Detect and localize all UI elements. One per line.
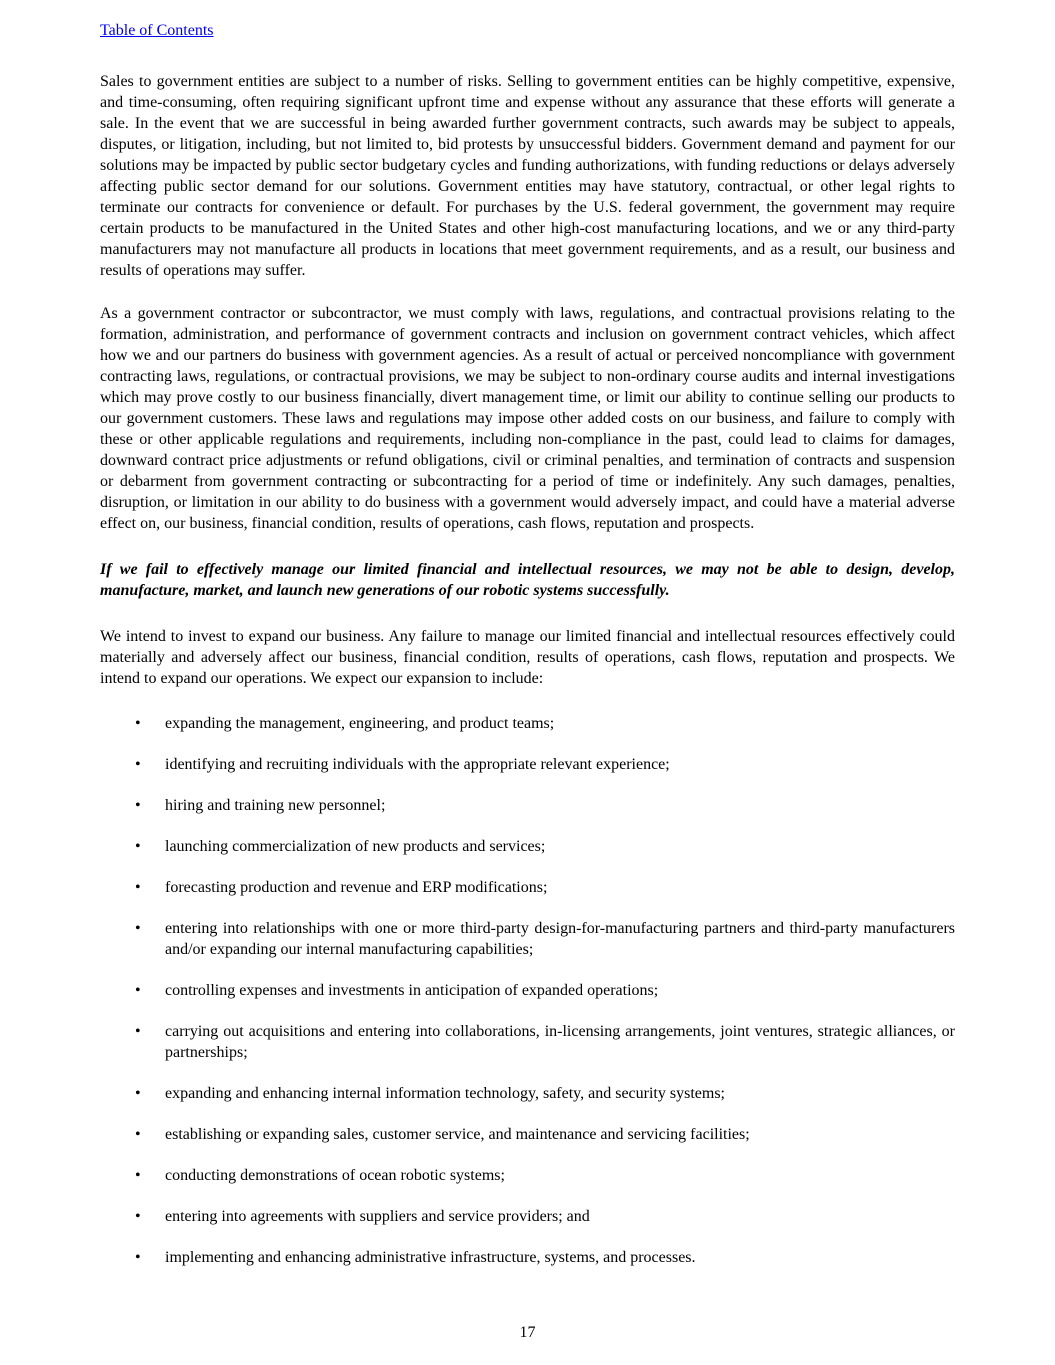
paragraph-government-contractor-compliance: As a government contractor or subcontractor, we must comply with laws, regulations, and contractual provisions relating to the formation, administration, and performance of government contracts and inclusion on government contract vehicles, which affect how we and our partners do business with government agencies. As a result of actual or perceived noncompliance with government contracting laws, regulations, or contractual provisions, we may be subject to non-ordinary course audits and internal investigations which may prove costly to our business financially, divert management time, or limit our ability to continue selling our products to our government customers. These laws and regulations may impose other added costs on our business, and failure to comply with these or other applicable regulations and requirements, including non-compliance in the past, could lead to claims for damages, downward contract price adjustments or refund obligations, civil or criminal penalties, and termination of contracts and suspension or debarment from government contracting or subcontracting for a period of time or indefinitely. Any such damages, penalties, disruption, or limitation in our ability to do business with a government would adversely impact, and could have a material adverse effect on, our business, financial condition, results of operations, cash flows, reputation and prospects. (100, 305, 955, 532)
list-item (135, 1165, 955, 1186)
bullet-icon: • (135, 756, 141, 773)
bullet-icon: • (135, 797, 141, 814)
list-item-text: controlling expenses and investments in anticipation of expanded operations; (165, 982, 659, 999)
bullet-icon: • (135, 1126, 141, 1143)
list-item-text: identifying and recruiting individuals with the appropriate relevant experience; (165, 756, 670, 773)
expansion-bullet-list (100, 713, 955, 1268)
bullet-icon: • (135, 1023, 141, 1040)
risk-factor-heading: If we fail to effectively manage our limited financial and intellectual resources, we may not be able to design, develop, manufacture, market, and launch new generations of our robotic systems successfully. (100, 561, 955, 599)
list-item-text: expanding and enhancing internal information technology, safety, and security systems; (165, 1085, 725, 1102)
list-item (135, 980, 955, 1001)
list-item (135, 918, 955, 960)
list-item-text: launching commercialization of new products and services; (165, 838, 546, 855)
list-item (135, 713, 955, 734)
list-item (135, 1206, 955, 1227)
list-item-text: hiring and training new personnel; (165, 797, 386, 814)
list-item-text: conducting demonstrations of ocean robotic systems; (165, 1167, 505, 1184)
list-item-text: entering into agreements with suppliers and service providers; and (165, 1208, 590, 1225)
bullet-icon: • (135, 1208, 141, 1225)
bullet-icon: • (135, 920, 141, 937)
bullet-icon: • (135, 715, 141, 732)
list-item-text: carrying out acquisitions and entering into collaborations, in-licensing arrangements, joint ventures, strategic alliances, or partnerships; (165, 1023, 955, 1061)
list-item (135, 836, 955, 857)
list-item (135, 1083, 955, 1104)
bullet-icon: • (135, 879, 141, 896)
list-item-text: expanding the management, engineering, and product teams; (165, 715, 555, 732)
list-item (135, 754, 955, 775)
list-item (135, 1021, 955, 1063)
bullet-icon: • (135, 1085, 141, 1102)
list-item-text: establishing or expanding sales, customer service, and maintenance and servicing facilities; (165, 1126, 750, 1143)
paragraph-expansion-intro: We intend to invest to expand our business. Any failure to manage our limited financial and intellectual resources effectively could materially and adversely affect our business, financial condition, results of operations, cash flows, reputation and prospects. We intend to expand our operations. We expect our expansion to include: (100, 628, 955, 687)
bullet-icon: • (135, 1167, 141, 1184)
paragraph-government-sales-risks: Sales to government entities are subject to a number of risks. Selling to government entities can be highly competitive, expensive, and time-consuming, often requiring significant upfront time and expense without any assurance that these efforts will generate a sale. In the event that we are successful in being awarded further government contracts, such awards may be subject to appeals, disputes, or litigation, including, but not limited to, bid protests by unsuccessful bidders. Government demand and payment for our solutions may be impacted by public sector budgetary cycles and funding authorizations, with funding reductions or delays adversely affecting public sector demand for our solutions. Government entities may have statutory, contractual, or other legal rights to terminate our contracts for convenience or default. For purchases by the U.S. federal government, the government may require certain products to be manufactured in the United States and other high-cost manufacturing locations, and we or any third-party manufacturers may not manufacture all products in locations that meet government requirements, and as a result, our business and results of operations may suffer. (100, 73, 955, 279)
bullet-icon: • (135, 838, 141, 855)
bullet-icon: • (135, 1249, 141, 1266)
list-item (135, 1124, 955, 1145)
list-item-text: entering into relationships with one or more third-party design-for-manufacturing partners and third-party manufacturers and/or expanding our internal manufacturing capabilities; (165, 920, 955, 958)
list-item (135, 877, 955, 898)
list-item-text: forecasting production and revenue and ERP modifications; (165, 879, 548, 896)
table-of-contents-link[interactable]: Table of Contents (100, 22, 214, 39)
list-item (135, 795, 955, 816)
list-item-text: implementing and enhancing administrative infrastructure, systems, and processes. (165, 1249, 696, 1266)
list-item (135, 1247, 955, 1268)
page-number: 17 (519, 1324, 536, 1341)
bullet-icon: • (135, 982, 141, 999)
